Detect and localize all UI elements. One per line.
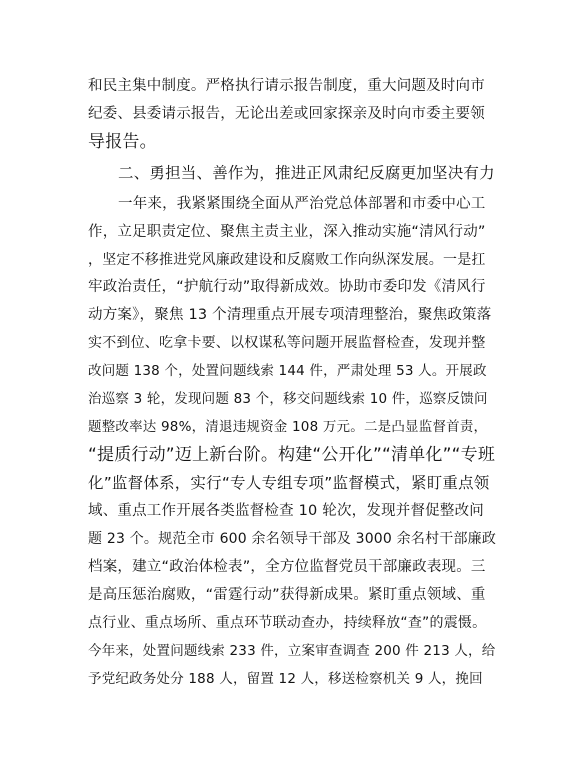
text-line-22: 予党纪政务处分 188 人，留置 12 人，移送检察机关 9 人，挽回 — [88, 671, 483, 687]
text-line-18: 档案，建立“政治体检表”，全方位监督党员干部廉政表现。三 — [88, 559, 486, 575]
text-line-8: 牢政治责任，“护航行动”取得新成效。协助市委印发《清风行 — [88, 279, 486, 295]
text-line-5: 一年来，我紧紧围绕全面从严治党总体部署和市委中心工 — [118, 196, 486, 212]
text-line-10: 实不到位、吃拿卡要、以权谋私等问题开展监督检查，发现并整 — [88, 335, 486, 351]
text-line-16: 域、重点工作开展各类监督检查 10 轮次，发现并督促整改问 — [88, 503, 484, 519]
text-line-6: 作，立足职责定位、聚焦主责主业，深入推动实施“清风行动” — [88, 224, 486, 240]
text-line-20: 点行业、重点场所、重点环节联动查办，持续释放“查”的震慑。 — [88, 615, 487, 631]
text-line-11: 改问题 138 个，处置问题线索 144 件，严肃处理 53 人。开展政 — [88, 363, 487, 379]
section-heading: 二、勇担当、善作为，推进正风肃纪反腐更加坚决有力 — [118, 164, 495, 182]
text-line-14: “提质行动”迈上新台阶。构建“公开化”“清单化”“专班 — [88, 445, 496, 465]
text-line-7: ，坚定不移推进党风廉政建设和反腐败工作向纵深发展。一是扛 — [88, 252, 486, 268]
text-line-17: 题 23 个。规范全市 600 余名领导干部及 3000 余名村干部廉政 — [88, 531, 497, 547]
text-line-12: 治巡察 3 轮，发现问题 83 个，移交问题线索 10 件，巡察反馈问 — [88, 391, 488, 407]
text-line-19: 是高压惩治腐败，“雷霆行动”获得新成果。紧盯重点领域、重 — [88, 587, 486, 603]
text-line-21: 今年来，处置问题线索 233 件，立案审查调查 200 件 213 人，给 — [88, 643, 496, 659]
text-line-15: 化”监督体系，实行“专人专组专项”监督模式，紧盯重点领 — [88, 474, 490, 492]
text-line-1: 和民主集中制度。严格执行请示报告制度，重大问题及时向市 — [88, 78, 485, 94]
text-line-2: 纪委、县委请示报告，无论出差或回家探亲及时向市委主要领 — [88, 106, 485, 122]
text-line-3: 导报告。 — [88, 132, 157, 152]
text-line-13: 题整改率达 98%，清退违规资金 108 万元。二是凸显监督首责， — [88, 419, 488, 435]
text-line-9: 动方案》，聚焦 13 个清理重点开展专项清理整治，聚焦政策落 — [88, 307, 492, 323]
